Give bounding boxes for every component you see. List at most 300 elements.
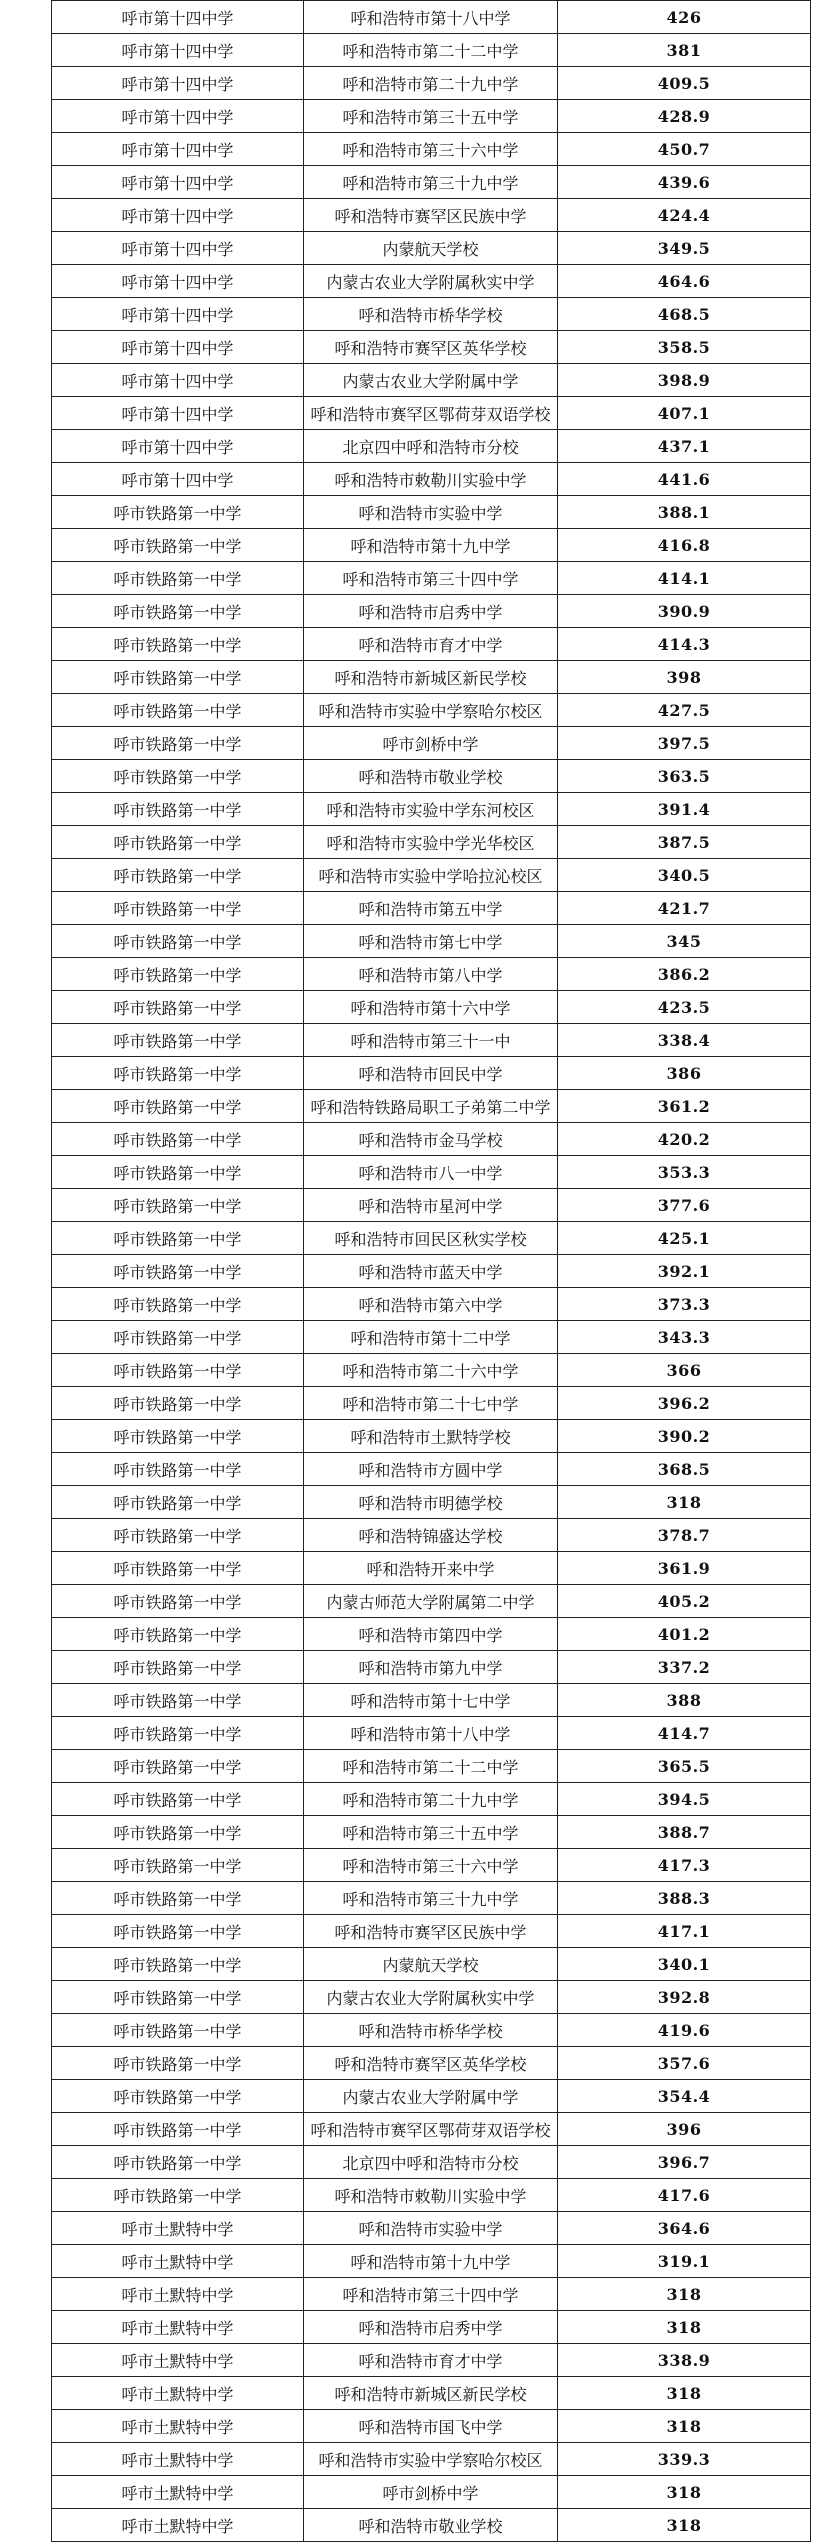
table-row — [52, 133, 811, 166]
score-cell: 340.1 — [558, 1948, 811, 1981]
middle-school-cell: 呼和浩特市第六中学 — [304, 1288, 558, 1321]
table-row — [52, 1486, 811, 1519]
score-cell: 363.5 — [558, 760, 811, 793]
high-school-cell: 呼市铁路第一中学 — [52, 1024, 304, 1057]
score-cell: 417.3 — [558, 1849, 811, 1882]
middle-school-cell: 内蒙古农业大学附属中学 — [304, 2080, 558, 2113]
score-cell: 318 — [558, 2311, 811, 2344]
table-row — [52, 529, 811, 562]
middle-school-cell: 内蒙古农业大学附属秋实中学 — [304, 265, 558, 298]
score-cell: 349.5 — [558, 232, 811, 265]
high-school-cell: 呼市铁路第一中学 — [52, 1387, 304, 1420]
middle-school-cell: 内蒙古师范大学附属第二中学 — [304, 1585, 558, 1618]
high-school-cell: 呼市第十四中学 — [52, 364, 304, 397]
middle-school-cell: 呼和浩特市第三十五中学 — [304, 1816, 558, 1849]
high-school-cell: 呼市铁路第一中学 — [52, 1123, 304, 1156]
high-school-cell: 呼市铁路第一中学 — [52, 1255, 304, 1288]
middle-school-cell: 呼和浩特市新城区新民学校 — [304, 2377, 558, 2410]
high-school-cell: 呼市土默特中学 — [52, 2344, 304, 2377]
table-row — [52, 595, 811, 628]
high-school-cell: 呼市铁路第一中学 — [52, 1717, 304, 1750]
table-row — [52, 2278, 811, 2311]
high-school-cell: 呼市铁路第一中学 — [52, 1222, 304, 1255]
score-cell: 398 — [558, 661, 811, 694]
score-cell: 409.5 — [558, 67, 811, 100]
middle-school-cell: 呼和浩特市新城区新民学校 — [304, 661, 558, 694]
high-school-cell: 呼市土默特中学 — [52, 2212, 304, 2245]
score-cell: 450.7 — [558, 133, 811, 166]
score-cell: 338.9 — [558, 2344, 811, 2377]
middle-school-cell: 呼和浩特市赛罕区鄂荷芽双语学校 — [304, 2113, 558, 2146]
high-school-cell: 呼市铁路第一中学 — [52, 892, 304, 925]
score-cell: 318 — [558, 2410, 811, 2443]
middle-school-cell: 呼和浩特市第八中学 — [304, 958, 558, 991]
table-row — [52, 1321, 811, 1354]
table-row — [52, 364, 811, 397]
score-cell: 337.2 — [558, 1651, 811, 1684]
score-cell: 417.1 — [558, 1915, 811, 1948]
score-cell: 414.1 — [558, 562, 811, 595]
table-row — [52, 2344, 811, 2377]
high-school-cell: 呼市第十四中学 — [52, 166, 304, 199]
score-cell: 338.4 — [558, 1024, 811, 1057]
table-row — [52, 1288, 811, 1321]
middle-school-cell: 呼和浩特市第十六中学 — [304, 991, 558, 1024]
middle-school-cell: 呼和浩特市桥华学校 — [304, 2014, 558, 2047]
high-school-cell: 呼市铁路第一中学 — [52, 694, 304, 727]
table-row — [52, 1387, 811, 1420]
table-row — [52, 1057, 811, 1090]
middle-school-cell: 呼和浩特市第二十九中学 — [304, 67, 558, 100]
high-school-cell: 呼市铁路第一中学 — [52, 661, 304, 694]
score-cell: 424.4 — [558, 199, 811, 232]
score-cell: 386.2 — [558, 958, 811, 991]
middle-school-cell: 呼和浩特市第三十四中学 — [304, 562, 558, 595]
high-school-cell: 呼市土默特中学 — [52, 2311, 304, 2344]
high-school-cell: 呼市土默特中学 — [52, 2245, 304, 2278]
high-school-cell: 呼市铁路第一中学 — [52, 1849, 304, 1882]
score-cell: 391.4 — [558, 793, 811, 826]
score-cell: 421.7 — [558, 892, 811, 925]
high-school-cell: 呼市铁路第一中学 — [52, 1354, 304, 1387]
high-school-cell: 呼市铁路第一中学 — [52, 2047, 304, 2080]
score-cell: 414.7 — [558, 1717, 811, 1750]
middle-school-cell: 呼市剑桥中学 — [304, 2476, 558, 2509]
middle-school-cell: 呼和浩特市实验中学东河校区 — [304, 793, 558, 826]
table-row — [52, 100, 811, 133]
middle-school-cell: 呼和浩特市赛罕区英华学校 — [304, 331, 558, 364]
table-row — [52, 1684, 811, 1717]
middle-school-cell: 呼和浩特市启秀中学 — [304, 2311, 558, 2344]
table-row — [52, 793, 811, 826]
high-school-cell: 呼市第十四中学 — [52, 331, 304, 364]
table-row — [52, 892, 811, 925]
table-row — [52, 1816, 811, 1849]
score-cell: 468.5 — [558, 298, 811, 331]
table-row — [52, 727, 811, 760]
middle-school-cell: 呼和浩特市第三十六中学 — [304, 133, 558, 166]
high-school-cell: 呼市土默特中学 — [52, 2278, 304, 2311]
middle-school-cell: 呼和浩特市第十九中学 — [304, 529, 558, 562]
middle-school-cell: 内蒙航天学校 — [304, 1948, 558, 1981]
score-cell: 378.7 — [558, 1519, 811, 1552]
middle-school-cell: 呼和浩特市实验中学哈拉沁校区 — [304, 859, 558, 892]
table-row — [52, 1519, 811, 1552]
high-school-cell: 呼市第十四中学 — [52, 199, 304, 232]
middle-school-cell: 呼和浩特开来中学 — [304, 1552, 558, 1585]
table-row — [52, 562, 811, 595]
middle-school-cell: 呼和浩特市敕勒川实验中学 — [304, 2179, 558, 2212]
table-row — [52, 67, 811, 100]
high-school-cell: 呼市铁路第一中学 — [52, 1816, 304, 1849]
score-cell: 398.9 — [558, 364, 811, 397]
score-cell: 377.6 — [558, 1189, 811, 1222]
middle-school-cell: 呼和浩特市蓝天中学 — [304, 1255, 558, 1288]
score-cell: 339.3 — [558, 2443, 811, 2476]
table-row — [52, 2179, 811, 2212]
table-row — [52, 2509, 811, 2542]
table-row — [52, 199, 811, 232]
middle-school-cell: 呼和浩特市第二十九中学 — [304, 1783, 558, 1816]
score-cell: 405.2 — [558, 1585, 811, 1618]
score-cell: 343.3 — [558, 1321, 811, 1354]
score-cell: 416.8 — [558, 529, 811, 562]
table-row — [52, 34, 811, 67]
score-cell: 423.5 — [558, 991, 811, 1024]
table-row — [52, 1156, 811, 1189]
score-cell: 419.6 — [558, 2014, 811, 2047]
table-row — [52, 2014, 811, 2047]
high-school-cell: 呼市第十四中学 — [52, 397, 304, 430]
middle-school-cell: 呼和浩特市八一中学 — [304, 1156, 558, 1189]
high-school-cell: 呼市铁路第一中学 — [52, 859, 304, 892]
table-row — [52, 1, 811, 34]
high-school-cell: 呼市铁路第一中学 — [52, 1783, 304, 1816]
table-row — [52, 265, 811, 298]
score-cell: 373.3 — [558, 1288, 811, 1321]
middle-school-cell: 呼和浩特市星河中学 — [304, 1189, 558, 1222]
score-cell: 392.1 — [558, 1255, 811, 1288]
high-school-cell: 呼市铁路第一中学 — [52, 496, 304, 529]
high-school-cell: 呼市铁路第一中学 — [52, 2146, 304, 2179]
high-school-cell: 呼市第十四中学 — [52, 265, 304, 298]
middle-school-cell: 内蒙古农业大学附属秋实中学 — [304, 1981, 558, 2014]
high-school-cell: 呼市铁路第一中学 — [52, 628, 304, 661]
middle-school-cell: 呼和浩特市第三十四中学 — [304, 2278, 558, 2311]
score-cell: 441.6 — [558, 463, 811, 496]
middle-school-cell: 呼和浩特市启秀中学 — [304, 595, 558, 628]
table-row — [52, 2212, 811, 2245]
table-row — [52, 628, 811, 661]
score-cell: 417.6 — [558, 2179, 811, 2212]
table-row — [52, 1354, 811, 1387]
score-cell: 396 — [558, 2113, 811, 2146]
high-school-cell: 呼市铁路第一中学 — [52, 1189, 304, 1222]
score-cell: 427.5 — [558, 694, 811, 727]
score-cell: 390.9 — [558, 595, 811, 628]
middle-school-cell: 呼和浩特市实验中学 — [304, 496, 558, 529]
middle-school-cell: 呼和浩特市桥华学校 — [304, 298, 558, 331]
high-school-cell: 呼市土默特中学 — [52, 2476, 304, 2509]
table-row — [52, 1948, 811, 1981]
middle-school-cell: 呼和浩特市敬业学校 — [304, 760, 558, 793]
high-school-cell: 呼市铁路第一中学 — [52, 2179, 304, 2212]
table-row — [52, 826, 811, 859]
middle-school-cell: 呼和浩特市第十八中学 — [304, 1717, 558, 1750]
table-row — [52, 1717, 811, 1750]
high-school-cell: 呼市铁路第一中学 — [52, 925, 304, 958]
high-school-cell: 呼市铁路第一中学 — [52, 1618, 304, 1651]
middle-school-cell: 呼和浩特市金马学校 — [304, 1123, 558, 1156]
high-school-cell: 呼市第十四中学 — [52, 463, 304, 496]
table-row — [52, 1420, 811, 1453]
score-cell: 388.3 — [558, 1882, 811, 1915]
high-school-cell: 呼市第十四中学 — [52, 133, 304, 166]
score-cell: 386 — [558, 1057, 811, 1090]
middle-school-cell: 呼和浩特市育才中学 — [304, 2344, 558, 2377]
score-cell: 437.1 — [558, 430, 811, 463]
table-row — [52, 1024, 811, 1057]
score-cell: 464.6 — [558, 265, 811, 298]
table-row — [52, 1189, 811, 1222]
score-cell: 345 — [558, 925, 811, 958]
high-school-cell: 呼市土默特中学 — [52, 2377, 304, 2410]
table-row — [52, 2080, 811, 2113]
table-row — [52, 694, 811, 727]
score-cell: 420.2 — [558, 1123, 811, 1156]
high-school-cell: 呼市铁路第一中学 — [52, 1519, 304, 1552]
middle-school-cell: 呼和浩特铁路局职工子弟第二中学 — [304, 1090, 558, 1123]
middle-school-cell: 呼和浩特市方圆中学 — [304, 1453, 558, 1486]
table-row — [52, 1651, 811, 1684]
high-school-cell: 呼市铁路第一中学 — [52, 958, 304, 991]
middle-school-cell: 呼和浩特锦盛达学校 — [304, 1519, 558, 1552]
high-school-cell: 呼市铁路第一中学 — [52, 1981, 304, 2014]
middle-school-cell: 呼和浩特市第三十六中学 — [304, 1849, 558, 1882]
table-row — [52, 2311, 811, 2344]
middle-school-cell: 内蒙古农业大学附属中学 — [304, 364, 558, 397]
score-cell: 414.3 — [558, 628, 811, 661]
table-row — [52, 463, 811, 496]
table-row — [52, 166, 811, 199]
score-cell: 318 — [558, 2278, 811, 2311]
table-row — [52, 1981, 811, 2014]
middle-school-cell: 呼和浩特市敕勒川实验中学 — [304, 463, 558, 496]
table-row — [52, 1123, 811, 1156]
table-row — [52, 1453, 811, 1486]
high-school-cell: 呼市铁路第一中学 — [52, 826, 304, 859]
table-row — [52, 232, 811, 265]
admission-score-table — [51, 0, 811, 2542]
high-school-cell: 呼市第十四中学 — [52, 1, 304, 34]
high-school-cell: 呼市第十四中学 — [52, 34, 304, 67]
high-school-cell: 呼市铁路第一中学 — [52, 1321, 304, 1354]
score-cell: 318 — [558, 1486, 811, 1519]
high-school-cell: 呼市铁路第一中学 — [52, 1486, 304, 1519]
score-cell: 365.5 — [558, 1750, 811, 1783]
table-row — [52, 958, 811, 991]
score-cell: 364.6 — [558, 2212, 811, 2245]
middle-school-cell: 呼和浩特市第三十九中学 — [304, 166, 558, 199]
score-cell: 353.3 — [558, 1156, 811, 1189]
middle-school-cell: 呼和浩特市明德学校 — [304, 1486, 558, 1519]
score-cell: 390.2 — [558, 1420, 811, 1453]
score-cell: 388 — [558, 1684, 811, 1717]
high-school-cell: 呼市土默特中学 — [52, 2509, 304, 2542]
middle-school-cell: 呼和浩特市第三十九中学 — [304, 1882, 558, 1915]
score-cell: 357.6 — [558, 2047, 811, 2080]
high-school-cell: 呼市土默特中学 — [52, 2443, 304, 2476]
score-cell: 428.9 — [558, 100, 811, 133]
score-cell: 319.1 — [558, 2245, 811, 2278]
middle-school-cell: 呼和浩特市国飞中学 — [304, 2410, 558, 2443]
middle-school-cell: 呼和浩特市第四中学 — [304, 1618, 558, 1651]
table-body — [52, 1, 811, 2542]
high-school-cell: 呼市铁路第一中学 — [52, 1651, 304, 1684]
score-cell: 387.5 — [558, 826, 811, 859]
high-school-cell: 呼市铁路第一中学 — [52, 1750, 304, 1783]
middle-school-cell: 呼和浩特市第二十六中学 — [304, 1354, 558, 1387]
table-row — [52, 1090, 811, 1123]
middle-school-cell: 呼和浩特市第三十一中 — [304, 1024, 558, 1057]
table-row — [52, 1255, 811, 1288]
high-school-cell: 呼市铁路第一中学 — [52, 760, 304, 793]
table-row — [52, 2410, 811, 2443]
high-school-cell: 呼市铁路第一中学 — [52, 1552, 304, 1585]
middle-school-cell: 呼和浩特市实验中学察哈尔校区 — [304, 694, 558, 727]
table-row — [52, 1849, 811, 1882]
score-cell: 368.5 — [558, 1453, 811, 1486]
score-cell: 396.7 — [558, 2146, 811, 2179]
high-school-cell: 呼市铁路第一中学 — [52, 595, 304, 628]
middle-school-cell: 呼和浩特市赛罕区民族中学 — [304, 1915, 558, 1948]
high-school-cell: 呼市铁路第一中学 — [52, 1948, 304, 1981]
score-cell: 358.5 — [558, 331, 811, 364]
high-school-cell: 呼市第十四中学 — [52, 232, 304, 265]
table-row — [52, 2245, 811, 2278]
high-school-cell: 呼市铁路第一中学 — [52, 1288, 304, 1321]
score-cell: 388.7 — [558, 1816, 811, 1849]
high-school-cell: 呼市铁路第一中学 — [52, 1915, 304, 1948]
middle-school-cell: 呼和浩特市实验中学 — [304, 2212, 558, 2245]
table-row — [52, 760, 811, 793]
high-school-cell: 呼市铁路第一中学 — [52, 1156, 304, 1189]
score-cell: 426 — [558, 1, 811, 34]
table-row — [52, 925, 811, 958]
high-school-cell: 呼市土默特中学 — [52, 2410, 304, 2443]
middle-school-cell: 呼和浩特市赛罕区民族中学 — [304, 199, 558, 232]
middle-school-cell: 呼和浩特市敬业学校 — [304, 2509, 558, 2542]
table-row — [52, 1618, 811, 1651]
table-row — [52, 430, 811, 463]
middle-school-cell: 呼和浩特市第二十二中学 — [304, 34, 558, 67]
score-cell: 396.2 — [558, 1387, 811, 1420]
middle-school-cell: 呼和浩特市土默特学校 — [304, 1420, 558, 1453]
table-row — [52, 397, 811, 430]
table-row — [52, 1585, 811, 1618]
high-school-cell: 呼市第十四中学 — [52, 67, 304, 100]
middle-school-cell: 呼和浩特市第十二中学 — [304, 1321, 558, 1354]
table-row — [52, 2113, 811, 2146]
high-school-cell: 呼市铁路第一中学 — [52, 1420, 304, 1453]
middle-school-cell: 呼和浩特市育才中学 — [304, 628, 558, 661]
middle-school-cell: 呼和浩特市实验中学光华校区 — [304, 826, 558, 859]
middle-school-cell: 呼和浩特市第二十七中学 — [304, 1387, 558, 1420]
score-cell: 318 — [558, 2377, 811, 2410]
score-cell: 394.5 — [558, 1783, 811, 1816]
score-cell: 397.5 — [558, 727, 811, 760]
middle-school-cell: 内蒙航天学校 — [304, 232, 558, 265]
high-school-cell: 呼市铁路第一中学 — [52, 1057, 304, 1090]
high-school-cell: 呼市铁路第一中学 — [52, 2014, 304, 2047]
score-cell: 388.1 — [558, 496, 811, 529]
high-school-cell: 呼市铁路第一中学 — [52, 1684, 304, 1717]
middle-school-cell: 呼和浩特市第九中学 — [304, 1651, 558, 1684]
middle-school-cell: 北京四中呼和浩特市分校 — [304, 430, 558, 463]
middle-school-cell: 呼和浩特市第三十五中学 — [304, 100, 558, 133]
table-row — [52, 1222, 811, 1255]
high-school-cell: 呼市铁路第一中学 — [52, 2113, 304, 2146]
middle-school-cell: 呼和浩特市实验中学察哈尔校区 — [304, 2443, 558, 2476]
middle-school-cell: 呼和浩特市回民区秋实学校 — [304, 1222, 558, 1255]
middle-school-cell: 呼市剑桥中学 — [304, 727, 558, 760]
score-cell: 361.2 — [558, 1090, 811, 1123]
score-cell: 381 — [558, 34, 811, 67]
high-school-cell: 呼市铁路第一中学 — [52, 1453, 304, 1486]
middle-school-cell: 呼和浩特市第十七中学 — [304, 1684, 558, 1717]
table-row — [52, 496, 811, 529]
table-row — [52, 2443, 811, 2476]
table-row — [52, 2146, 811, 2179]
score-cell: 318 — [558, 2509, 811, 2542]
score-cell: 392.8 — [558, 1981, 811, 2014]
high-school-cell: 呼市铁路第一中学 — [52, 1882, 304, 1915]
middle-school-cell: 呼和浩特市第七中学 — [304, 925, 558, 958]
middle-school-cell: 呼和浩特市第二十二中学 — [304, 1750, 558, 1783]
score-cell: 361.9 — [558, 1552, 811, 1585]
table-row — [52, 1750, 811, 1783]
table-row — [52, 991, 811, 1024]
score-cell: 439.6 — [558, 166, 811, 199]
high-school-cell: 呼市铁路第一中学 — [52, 727, 304, 760]
middle-school-cell: 呼和浩特市赛罕区英华学校 — [304, 2047, 558, 2080]
table-row — [52, 661, 811, 694]
table-row — [52, 2377, 811, 2410]
score-cell: 425.1 — [558, 1222, 811, 1255]
table-row — [52, 1552, 811, 1585]
high-school-cell: 呼市铁路第一中学 — [52, 1585, 304, 1618]
score-cell: 318 — [558, 2476, 811, 2509]
high-school-cell: 呼市铁路第一中学 — [52, 562, 304, 595]
high-school-cell: 呼市铁路第一中学 — [52, 793, 304, 826]
score-cell: 340.5 — [558, 859, 811, 892]
high-school-cell: 呼市铁路第一中学 — [52, 529, 304, 562]
high-school-cell: 呼市铁路第一中学 — [52, 1090, 304, 1123]
table-row — [52, 298, 811, 331]
middle-school-cell: 北京四中呼和浩特市分校 — [304, 2146, 558, 2179]
high-school-cell: 呼市第十四中学 — [52, 298, 304, 331]
table-row — [52, 1915, 811, 1948]
high-school-cell: 呼市铁路第一中学 — [52, 991, 304, 1024]
high-school-cell: 呼市第十四中学 — [52, 100, 304, 133]
table-row — [52, 2476, 811, 2509]
high-school-cell: 呼市第十四中学 — [52, 430, 304, 463]
table-row — [52, 331, 811, 364]
table-row — [52, 2047, 811, 2080]
middle-school-cell: 呼和浩特市第十九中学 — [304, 2245, 558, 2278]
score-cell: 354.4 — [558, 2080, 811, 2113]
high-school-cell: 呼市铁路第一中学 — [52, 2080, 304, 2113]
